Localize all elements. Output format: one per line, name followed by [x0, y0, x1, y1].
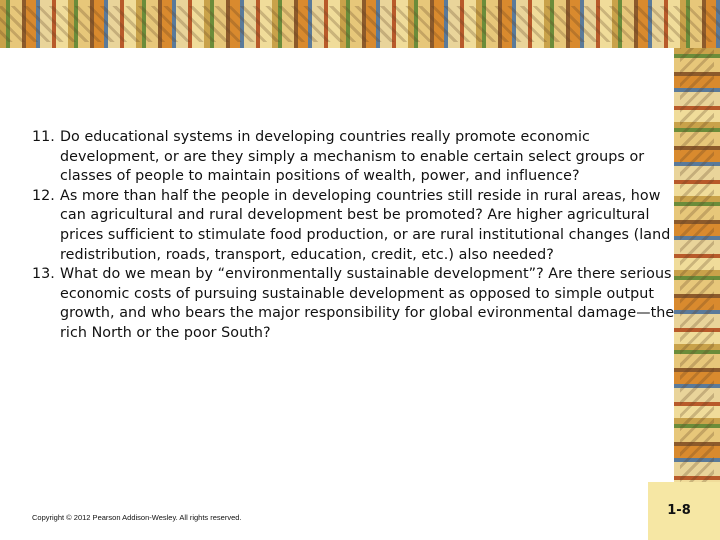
question-text: Do educational systems in developing countries really promote economic development, or are they simply a mechanism to enable certain select groups or classes of people to maintain positions of wealth, power, and influence? — [60, 129, 645, 185]
copyright-notice: Copyright © 2012 Pearson Addison-Wesley. All rights reserved. — [32, 513, 242, 522]
question-text: What do we mean by “environmentally sustainable development”? Are there serious economic costs of pursuing sustainable development as opposed to simple output growth, and who bears the major responsibility for global evironmental damage—the rich North or the poor South? — [60, 266, 675, 341]
decorative-pattern-overlay-top — [0, 6, 720, 42]
slide-body — [32, 128, 682, 344]
decorative-pattern-overlay-right — [680, 48, 714, 482]
question-number: 13. — [32, 266, 55, 283]
question-number: 12. — [32, 187, 55, 204]
question-text: As more than half the people in developing countries still reside in rural areas, how can agricultural and rural development best be promoted? Are higher agricultural prices sufficient to stimulate food production, or are rural institutional changes (land redistribution, roads, transport, education, credit, etc.) also needed? — [60, 187, 671, 263]
question-item — [32, 187, 682, 265]
page-number: 1-8 — [667, 503, 691, 518]
question-number: 11. — [32, 129, 55, 145]
question-item — [32, 265, 682, 343]
question-item — [32, 128, 682, 187]
